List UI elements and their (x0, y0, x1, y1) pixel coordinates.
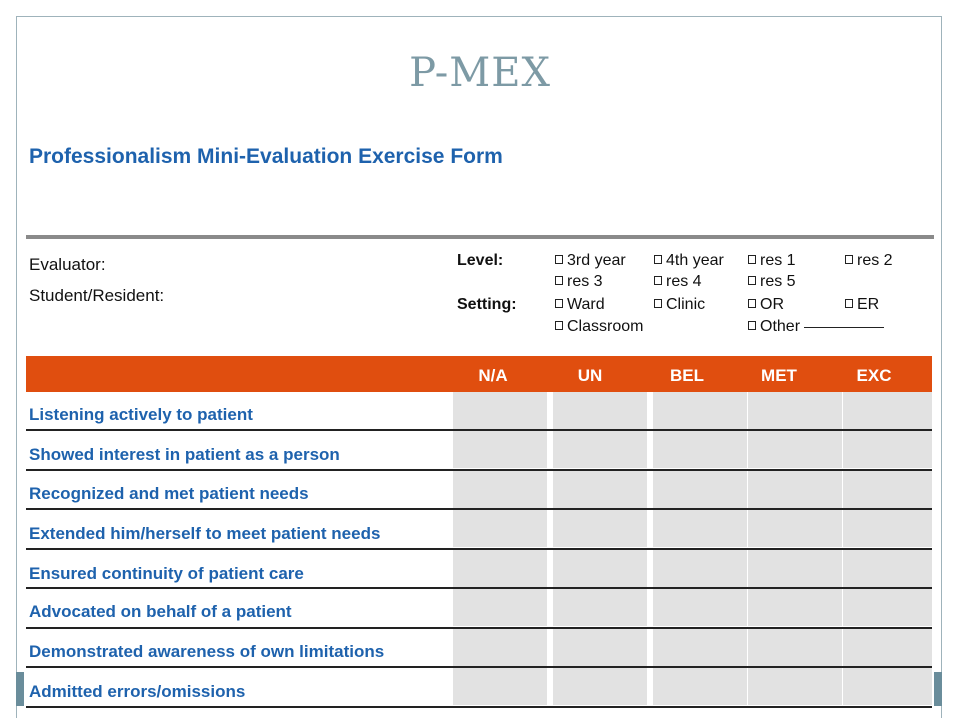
rating-cell-bel[interactable] (653, 629, 747, 666)
rating-cell-met[interactable] (748, 629, 842, 666)
form-title: Professionalism Mini-Evaluation Exercise Form (29, 145, 503, 168)
rating-cell-bel[interactable] (653, 510, 747, 547)
level-label: Level: (457, 252, 504, 269)
checkbox-icon[interactable] (845, 255, 853, 264)
rating-cell-un[interactable] (553, 431, 647, 468)
rating-cell-un[interactable] (553, 510, 647, 547)
rating-cell-exc[interactable] (843, 668, 932, 705)
rating-cell-na[interactable] (453, 471, 547, 508)
level-option-res-1[interactable]: res 1 (748, 252, 796, 270)
level-option-4th-year[interactable]: 4th year (654, 252, 724, 270)
rating-cell-un[interactable] (553, 392, 647, 429)
setting-label: Setting: (457, 296, 517, 313)
rating-cell-met[interactable] (748, 431, 842, 468)
divider (26, 235, 934, 239)
row-label: Admitted errors/omissions (29, 682, 246, 701)
rating-cell-exc[interactable] (843, 392, 932, 429)
rating-cell-bel[interactable] (653, 550, 747, 587)
setting-option-clinic[interactable]: Clinic (654, 296, 705, 314)
checkbox-icon[interactable] (748, 255, 756, 264)
checkbox-icon[interactable] (654, 255, 662, 264)
rating-cell-exc[interactable] (843, 629, 932, 666)
rating-cell-exc[interactable] (843, 589, 932, 626)
col-head-na: N/A (478, 366, 508, 385)
rating-cell-met[interactable] (748, 471, 842, 508)
other-blank-line[interactable] (804, 327, 884, 328)
row-label: Recognized and met patient needs (29, 484, 309, 503)
evaluator-label: Evaluator: (29, 255, 106, 274)
rating-cell-bel[interactable] (653, 431, 747, 468)
level-option-res-2[interactable]: res 2 (845, 252, 893, 270)
col-head-exc: EXC (856, 366, 892, 385)
row-label: Ensured continuity of patient care (29, 564, 304, 583)
checkbox-icon[interactable] (555, 299, 563, 308)
checkbox-icon[interactable] (654, 299, 662, 308)
checkbox-icon[interactable] (555, 321, 563, 330)
rating-cell-bel[interactable] (653, 589, 747, 626)
rating-cell-na[interactable] (453, 392, 547, 429)
rating-cell-exc[interactable] (843, 550, 932, 587)
rating-cell-na[interactable] (453, 668, 547, 705)
rating-cell-exc[interactable] (843, 510, 932, 547)
rating-cell-un[interactable] (553, 589, 647, 626)
rating-cell-un[interactable] (553, 629, 647, 666)
rating-cell-bel[interactable] (653, 668, 747, 705)
checkbox-icon[interactable] (845, 299, 853, 308)
rating-cell-met[interactable] (748, 392, 842, 429)
rating-cell-na[interactable] (453, 431, 547, 468)
setting-option-or[interactable]: OR (748, 296, 784, 314)
checkbox-icon[interactable] (748, 299, 756, 308)
rating-cell-na[interactable] (453, 510, 547, 547)
checkbox-icon[interactable] (555, 276, 563, 285)
slide-title: P-MEX (409, 50, 551, 96)
right-accent-bar (934, 672, 942, 706)
col-head-un: UN (577, 366, 603, 385)
row-divider (26, 706, 932, 708)
rating-cell-bel[interactable] (653, 392, 747, 429)
rating-cell-met[interactable] (748, 550, 842, 587)
row-label: Extended him/herself to meet patient needs (29, 524, 381, 543)
level-option-res-5[interactable]: res 5 (748, 273, 796, 291)
rating-cell-na[interactable] (453, 550, 547, 587)
rating-cell-na[interactable] (453, 589, 547, 626)
left-accent-bar (16, 672, 24, 706)
rating-cell-na[interactable] (453, 629, 547, 666)
level-option-res-3[interactable]: res 3 (555, 273, 603, 291)
checkbox-icon[interactable] (555, 255, 563, 264)
row-label: Listening actively to patient (29, 405, 253, 424)
setting-option-other[interactable]: Other (748, 318, 884, 336)
rating-cell-met[interactable] (748, 510, 842, 547)
rating-cell-exc[interactable] (843, 431, 932, 468)
setting-option-er[interactable]: ER (845, 296, 879, 314)
checkbox-icon[interactable] (748, 321, 756, 330)
row-label: Advocated on behalf of a patient (29, 602, 292, 621)
rating-cell-exc[interactable] (843, 471, 932, 508)
row-label: Showed interest in patient as a person (29, 445, 340, 464)
level-option-res-4[interactable]: res 4 (654, 273, 702, 291)
rating-cell-un[interactable] (553, 550, 647, 587)
col-head-met: MET (761, 366, 797, 385)
setting-option-ward[interactable]: Ward (555, 296, 605, 314)
rating-cell-un[interactable] (553, 668, 647, 705)
rating-cell-met[interactable] (748, 668, 842, 705)
checkbox-icon[interactable] (654, 276, 662, 285)
level-option-3rd-year[interactable]: 3rd year (555, 252, 626, 270)
rating-cell-bel[interactable] (653, 471, 747, 508)
student-resident-label: Student/Resident: (29, 286, 165, 305)
col-head-bel: BEL (670, 366, 704, 385)
rating-cell-un[interactable] (553, 471, 647, 508)
checkbox-icon[interactable] (748, 276, 756, 285)
rating-cell-met[interactable] (748, 589, 842, 626)
setting-option-classroom[interactable]: Classroom (555, 318, 643, 336)
row-label: Demonstrated awareness of own limitations (29, 642, 385, 661)
